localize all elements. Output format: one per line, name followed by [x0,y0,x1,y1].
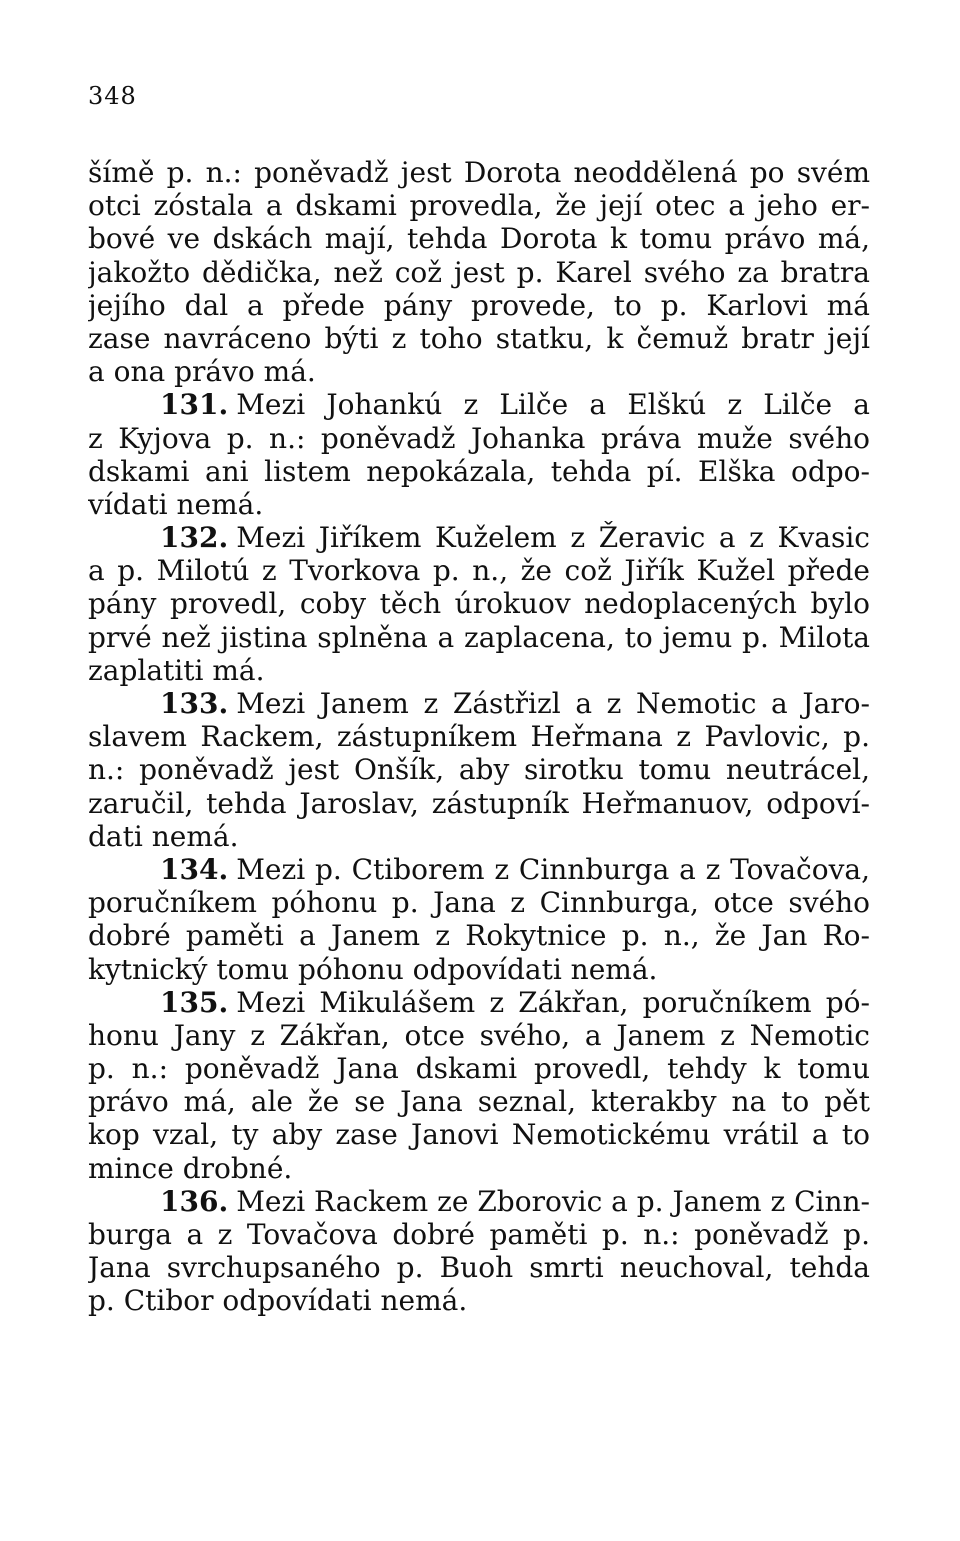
entry-first-line [88,853,870,886]
line-text: a p. Milotú z Tvorkova p. n., že což Jiřík Kužel přede [88,554,870,588]
text-line [88,1218,870,1251]
entry-first-line [88,521,870,554]
text-line [88,621,870,654]
text-line [88,720,870,753]
line-text: zase navráceno býti z toho statku, k čemuž bratr její [88,321,870,355]
entry-first-line [88,1185,870,1218]
text-line [88,554,870,587]
line-text: prvé než jistina splněna a zaplacena, to jemu p. Milota [88,620,870,654]
line-text: dati nemá. [88,819,239,853]
text-body [88,156,870,1318]
line-text: poručníkem póhonu p. Jana z Cinnburga, otce svého [88,886,870,920]
text-line [88,455,870,488]
text-line [88,256,870,289]
line-text: Mezi Janem z Zástřizl a z Nemotic a Jaro- [236,687,870,720]
line-text: právo má, ale že se Jana seznal, kterakby na to pět [88,1085,870,1119]
line-text: šímě p. n.: poněvadž jest Dorota neoddělená po svém [88,156,870,189]
text-line [88,919,870,952]
text-line [88,289,870,322]
line-text: a ona právo má. [88,355,316,389]
line-text: z Kyjova p. n.: poněvadž Johanka práva muže svého [88,421,870,455]
text-line [88,1152,870,1185]
line-text: honu Jany z Zákřan, otce svého, a Janem z Nemotic [88,1018,870,1052]
line-text: pány provedl, coby těch úrokuov nedoplacených bylo [88,587,870,621]
text-line [88,355,870,388]
entry-first-line [88,388,870,421]
line-text: slavem Rackem, zástupníkem Heřmana z Pavlovic, p. [88,720,870,754]
text-line [88,156,870,189]
text-line [88,753,870,786]
entry-first-line [88,687,870,720]
line-text: otci zóstala a dskami provedla, že její otec a jeho er- [88,189,870,223]
text-line [88,1251,870,1284]
text-line [88,222,870,255]
line-text: p. n.: poněvadž Jana dskami provedl, tehdy k tomu [88,1052,870,1086]
line-text: Mezi p. Ctiborem z Cinnburga a z Tovačova, [236,852,870,886]
line-text: zaplatiti má. [88,653,265,687]
entry-number: 136. [160,1184,229,1218]
line-text: Mezi Johankú z Lilče a Elškú z Lilče a [236,388,870,422]
line-text: bové ve dskách mají, tehda Dorota k tomu právo má, [88,222,870,256]
line-text: jejího dal a přede pány provede, to p. Karlovi má [88,288,870,322]
entry-number: 132. [160,521,229,555]
text-line [88,787,870,820]
line-text: mince drobné. [88,1151,293,1185]
line-text: n.: poněvadž jest Onšík, aby sirotku tomu neutrácel, [88,753,870,787]
page [88,82,870,1318]
text-line [88,953,870,986]
line-text: Mezi Rackem ze Zborovic a p. Janem z Cinn- [236,1184,870,1218]
line-text: kytnický tomu póhonu odpovídati nemá. [88,952,658,986]
line-text: Jana svrchupsaného p. Buoh smrti neuchoval, tehda [88,1251,870,1285]
entry-first-line [88,986,870,1019]
line-text: zaručil, tehda Jaroslav, zástupník Heřmanuov, odpoví- [88,786,870,820]
text-line [88,488,870,521]
text-line [88,422,870,455]
text-line [88,587,870,620]
line-text: kop vzal, ty aby zase Janovi Nemotickému vrátil a to [88,1118,870,1152]
page-number: 348 [88,82,137,110]
text-line [88,1284,870,1317]
text-line [88,1052,870,1085]
entry-number: 131. [160,388,229,422]
line-text: vídati nemá. [88,487,264,521]
text-line [88,1019,870,1052]
line-text: p. Ctibor odpovídati nemá. [88,1284,468,1318]
entry-number: 133. [160,687,229,720]
line-text: jakožto dědička, než což jest p. Karel svého za bratra [88,255,870,289]
line-text: Mezi Mikulášem z Zákřan, poručníkem pó- [236,985,870,1019]
text-line [88,820,870,853]
line-text: dskami ani listem nepokázala, tehda pí. Elška odpo- [88,454,870,488]
text-line [88,1085,870,1118]
text-line [88,322,870,355]
line-text: Mezi Jiříkem Kuželem z Žeravic a z Kvasic [236,521,870,555]
text-line [88,189,870,222]
entry-number: 134. [160,852,229,886]
line-text: dobré paměti a Janem z Rokytnice p. n., že Jan Ro- [88,919,870,953]
text-line [88,1118,870,1151]
entry-number: 135. [160,985,229,1019]
text-line [88,886,870,919]
text-line [88,654,870,687]
line-text: burga a z Tovačova dobré paměti p. n.: poněvadž p. [88,1218,870,1251]
